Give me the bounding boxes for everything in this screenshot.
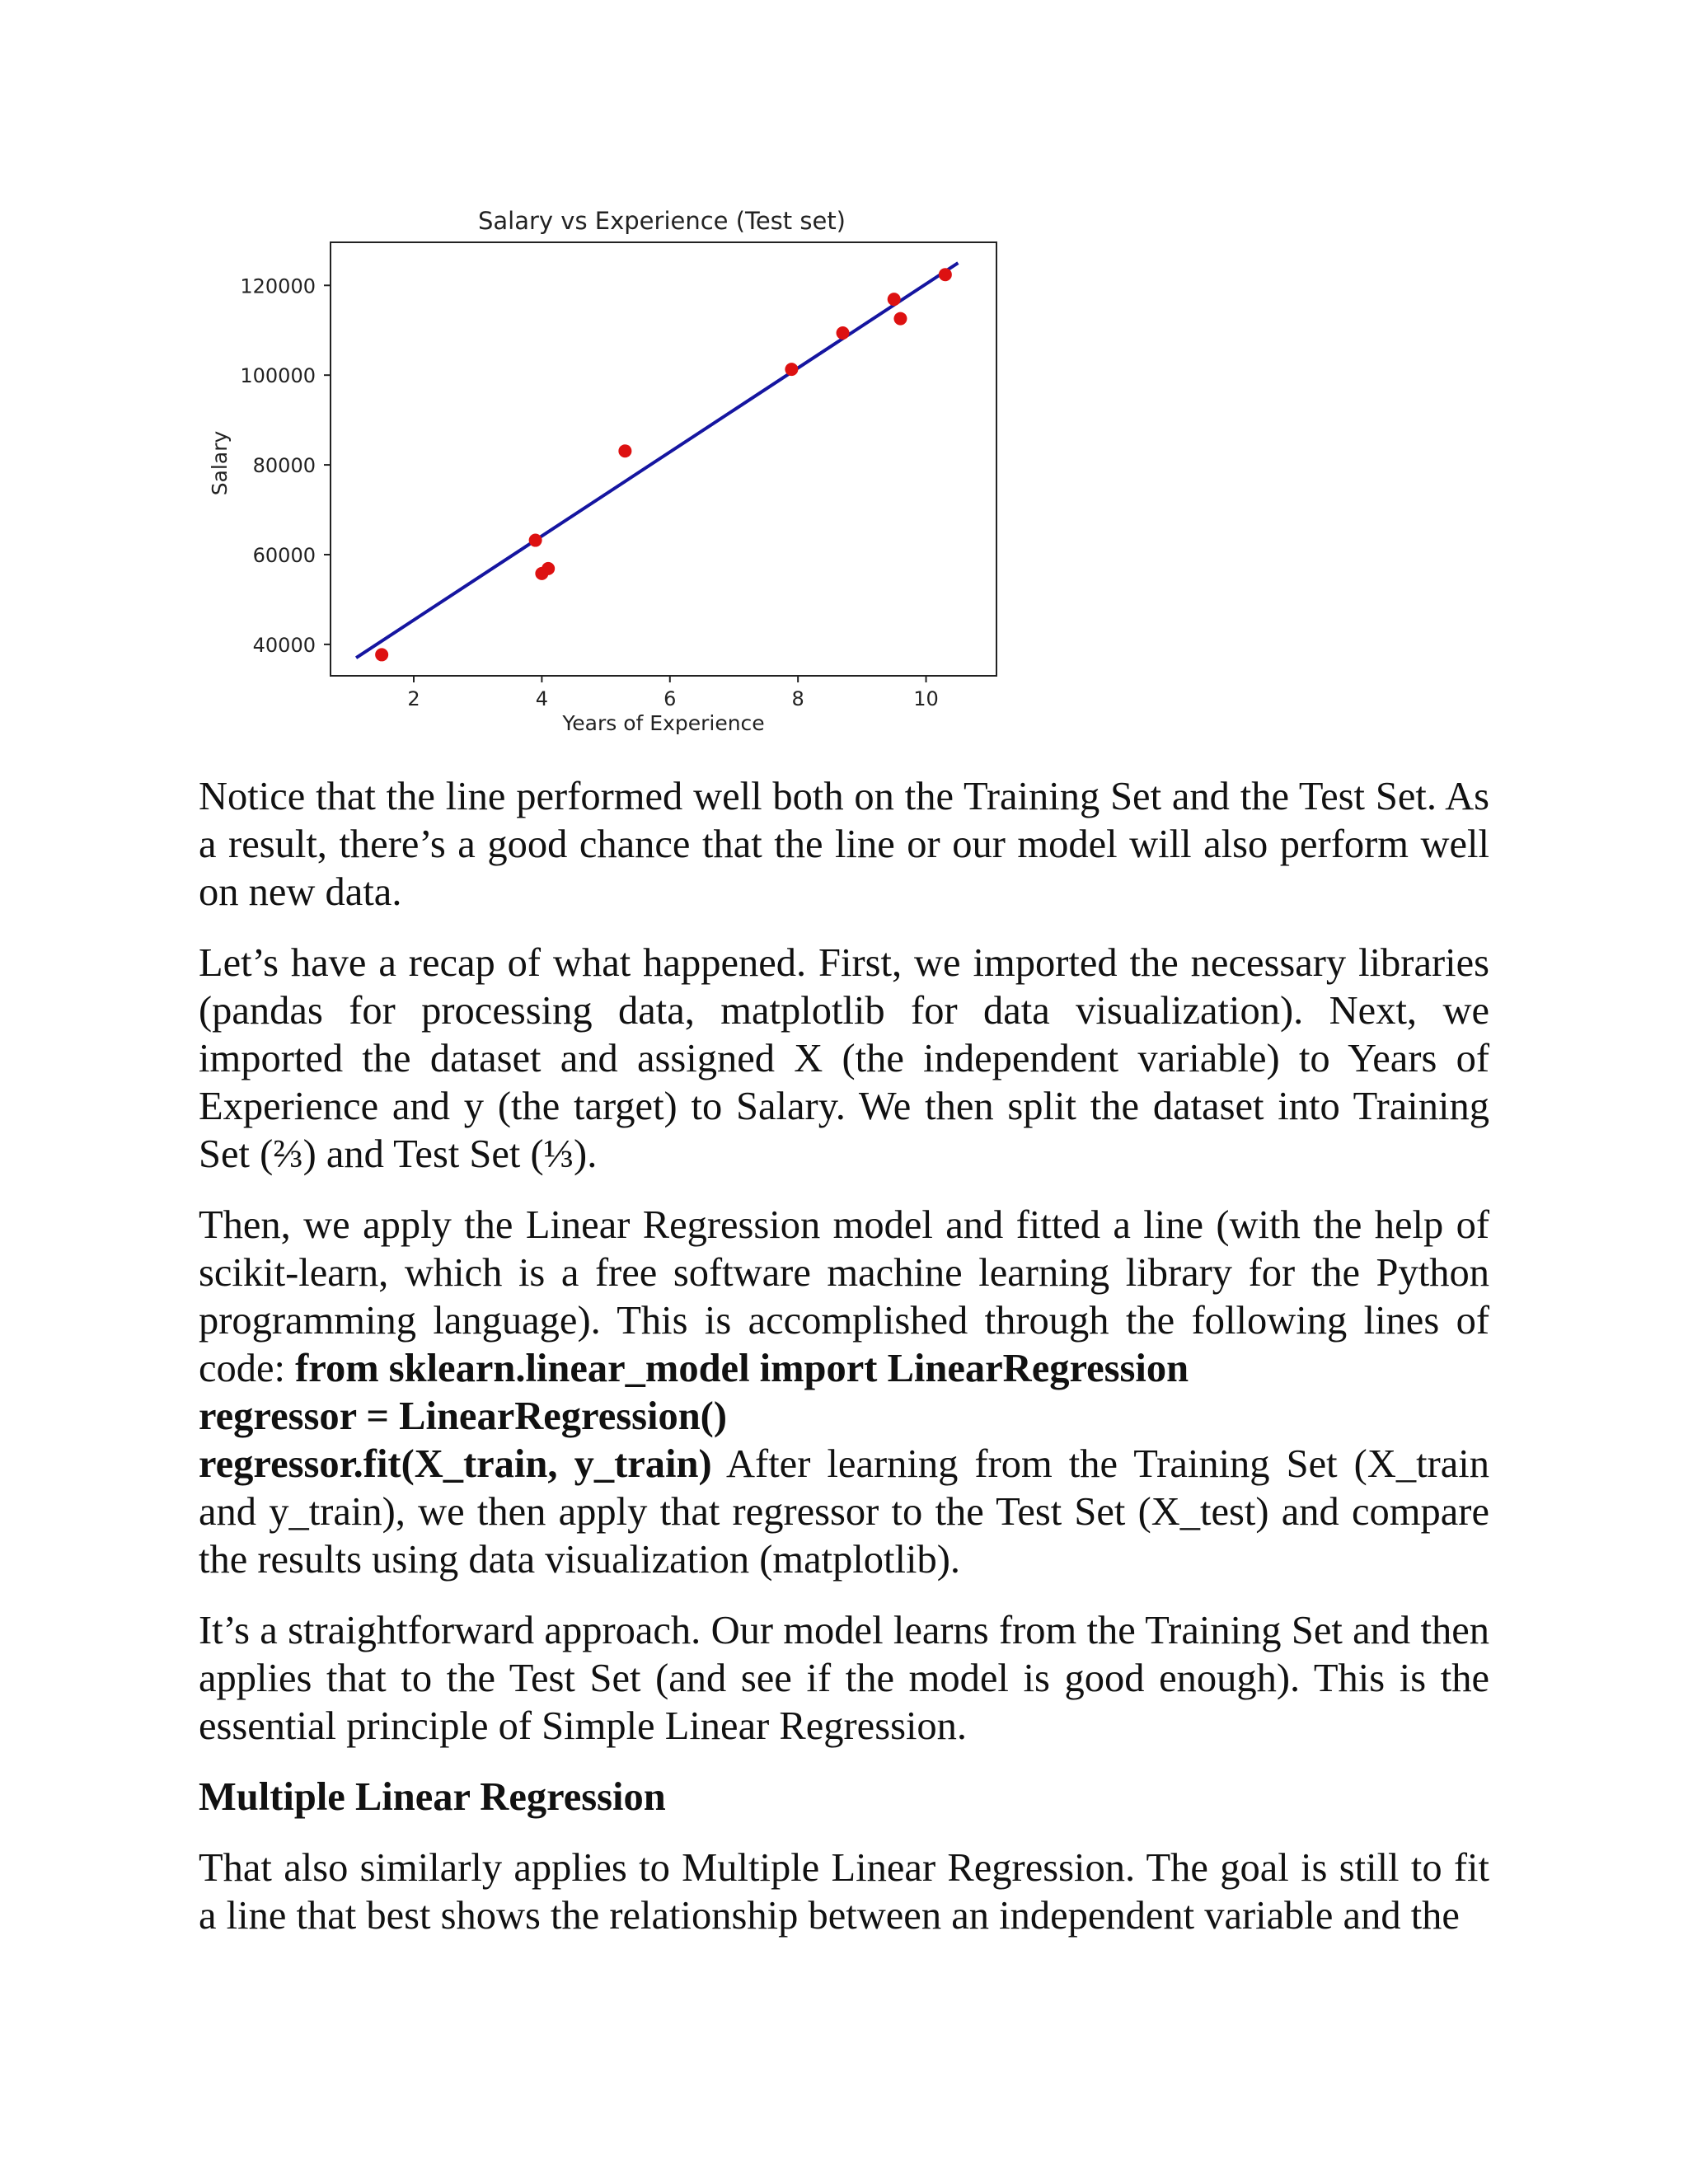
- data-point: [375, 648, 388, 661]
- y-tick-label: 80000: [252, 454, 316, 478]
- data-point: [837, 326, 850, 340]
- data-point: [888, 293, 901, 306]
- x-tick-label: 8: [791, 687, 804, 710]
- chart-title: Salary vs Experience (Test set): [477, 207, 846, 235]
- salary-vs-experience-chart: [198, 198, 1039, 750]
- x-tick-label: 2: [407, 687, 420, 710]
- paragraph-approach: It’s a straightforward approach. Our model learns from the Training Set and then applies that to the Test Set (and see if the model is good enough). This is the essential principle of Simple Linear Regression.: [199, 1609, 1489, 1748]
- regression-line: [356, 263, 958, 658]
- y-axis-label: Salary: [208, 430, 232, 496]
- paragraph-recap: Let’s have a recap of what happened. First, we imported the necessary libraries (pandas for processing data, matplotlib for data visualization). Next, we imported the dataset and assigned X (the independent variable) to Years of Experience and y (the target) to Salary. We then split the dataset into Training Set (⅔) and Test Set (⅓).: [199, 941, 1489, 1176]
- x-tick-label: 10: [913, 687, 939, 710]
- data-point: [785, 363, 798, 376]
- x-tick-label: 4: [535, 687, 549, 710]
- data-point: [893, 312, 907, 326]
- y-tick-label: 100000: [240, 364, 316, 388]
- x-axis-label: Years of Experience: [562, 711, 765, 735]
- section-heading: Multiple Linear Regression: [199, 1775, 666, 1819]
- paragraph-multiple: That also similarly applies to Multiple Linear Regression. The goal is still to fit a line that best shows the relationship between an independent variable and the: [199, 1846, 1489, 1938]
- code-intro-text: Then, we apply the Linear Regression model and fitted a line (with the help of scikit-learn, which is a free software machine learning library for the Python programming language). This is accomplished through the following lines of code:: [199, 1203, 1489, 1390]
- plot-area: [356, 263, 958, 661]
- code-tail-text: After learning from the Training Set (X_train and y_train), we then apply that regressor to the Test Set (X_test) and compare the results using data visualization (matplotlib).: [199, 1442, 1489, 1582]
- y-axis-ticks: [240, 274, 331, 657]
- y-tick-label: 120000: [240, 274, 316, 298]
- code-regressor-line: regressor = LinearRegression(): [199, 1394, 727, 1438]
- paragraph-results: Notice that the line performed well both on the Training Set and the Test Set. As a result, there’s a good chance that the line or our model will also perform well on new data.: [199, 775, 1489, 914]
- x-axis-ticks: [407, 676, 938, 710]
- article-body: [199, 773, 1489, 1963]
- data-point: [542, 562, 555, 575]
- data-point: [618, 444, 631, 457]
- code-fit-line: regressor.fit(X_train, y_train): [199, 1442, 712, 1486]
- data-point: [939, 268, 952, 281]
- code-import-line: from sklearn.linear_model import LinearRegression: [295, 1347, 1189, 1390]
- data-point: [529, 534, 542, 547]
- x-tick-label: 6: [663, 687, 677, 710]
- paragraph-code: [199, 1202, 1489, 1584]
- y-tick-label: 60000: [252, 543, 316, 567]
- y-tick-label: 40000: [252, 633, 316, 657]
